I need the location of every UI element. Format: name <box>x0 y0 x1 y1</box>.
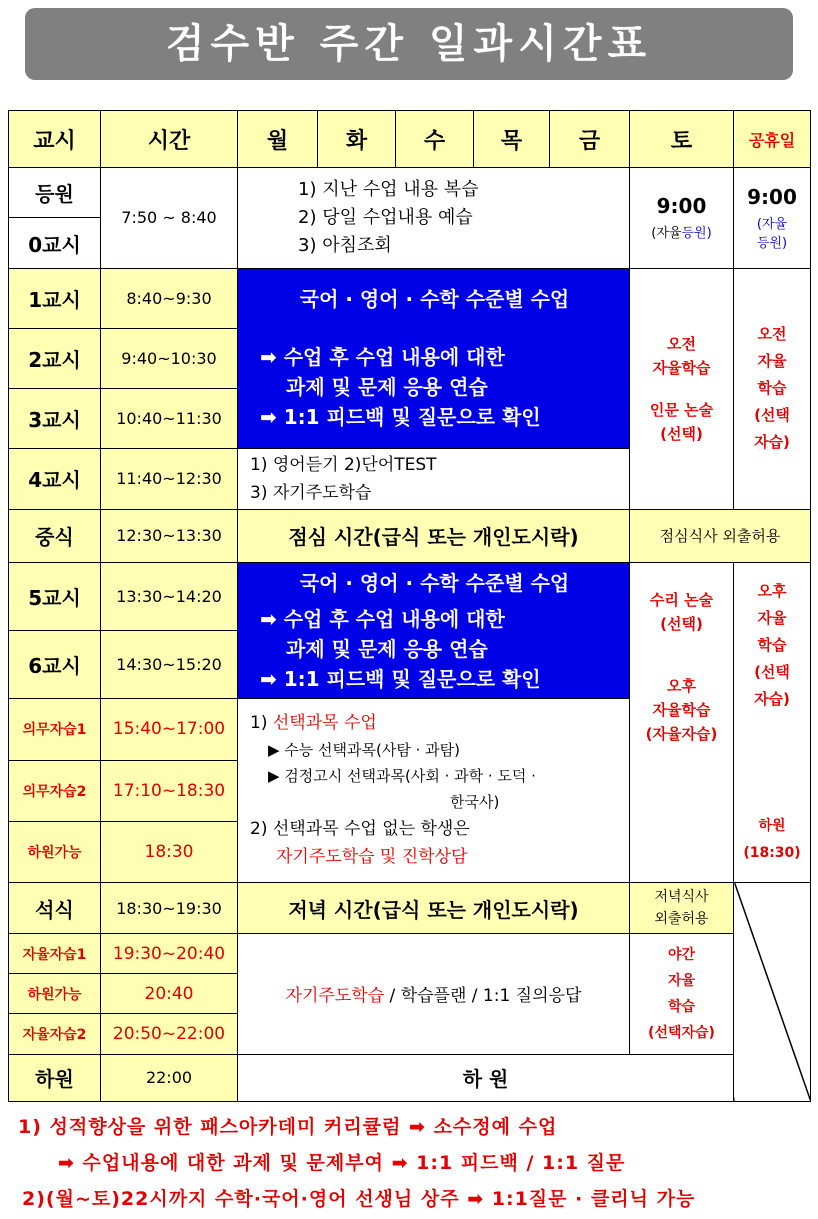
morning-sat <box>630 268 734 509</box>
morning-sat-line: 인문 논술 <box>649 400 714 419</box>
night-sat-line: (선택자습) <box>648 1024 715 1041</box>
timetable <box>8 110 811 1102</box>
page-title: 검수반 주간 일과시간표 <box>25 8 793 80</box>
time-3: 10:40~11:30 <box>101 389 238 449</box>
period-5: 5교시 <box>9 562 101 630</box>
dinner-sat <box>630 882 734 933</box>
afternoon-hol-line: 자율 <box>757 608 787 627</box>
header-wed: 수 <box>396 111 474 168</box>
footer-text: 1:1질문 · 클리닉 가능 <box>491 1188 696 1210</box>
elective-title: 선택과목 수업 <box>272 713 377 734</box>
footer-text: 2)(월~토)22시까지 수학·국어·영어 선생님 상주 <box>22 1188 460 1210</box>
period-6: 6교시 <box>9 631 101 699</box>
arrow-icon: ➡ <box>260 344 277 369</box>
header-holiday: 공휴일 <box>734 111 811 168</box>
elective-item: ▶ 수능 선택과목(사탐 · 과탐) <box>268 741 460 760</box>
afternoon-sat-line: 오후 <box>667 677 696 696</box>
morning-block-line: 과제 및 문제 응용 연습 <box>286 374 488 399</box>
night-3-time: 20:50~22:00 <box>101 1014 238 1054</box>
footer-text: 1) 성적향상을 위한 패스아카데미 커리큘럼 <box>18 1116 402 1138</box>
arrow-icon: ➡ <box>58 1152 75 1174</box>
header-sat: 토 <box>630 111 734 168</box>
period-4-line: 3) 자기주도학습 <box>250 482 372 503</box>
dinner-label: 석식 <box>9 882 101 933</box>
holiday-empty-cell <box>734 882 811 1101</box>
header-tue: 화 <box>318 111 396 168</box>
night-sat <box>630 934 734 1054</box>
arrival-sat <box>630 168 734 268</box>
afternoon-hol-line: 학습 <box>757 635 787 654</box>
arrow-icon: ➡ <box>260 667 277 691</box>
afternoon-sat-line: (선택) <box>660 615 703 634</box>
arrow-icon: ➡ <box>467 1188 485 1210</box>
leave-time: 22:00 <box>101 1054 238 1101</box>
morning-block-line: 1:1 피드백 및 질문으로 확인 <box>283 404 541 429</box>
arrow-icon: ➡ <box>409 1116 426 1138</box>
arrow-icon: ➡ <box>391 1152 409 1174</box>
morning-sat-line: (선택) <box>660 424 703 443</box>
afternoon-block-line: 과제 및 문제 응용 연습 <box>286 637 488 661</box>
night-content-b: / 학습플랜 / 1:1 질의응답 <box>384 986 582 1007</box>
afternoon-block-line: 수업 후 수업 내용에 대한 <box>283 607 505 631</box>
leave-label: 하원 <box>9 1054 101 1101</box>
afternoon-block <box>238 562 630 699</box>
morning-hol-line: 자습) <box>754 433 790 452</box>
lunch-weekend: 점심식사 외출허용 <box>630 509 811 562</box>
morning-sat-line: 오전 <box>667 334 696 353</box>
arrival-sat-time: 9:00 <box>656 194 707 219</box>
morning-sat-line: 자율학습 <box>652 358 711 377</box>
footer-text: 수업내용에 대한 과제 및 문제부여 <box>82 1152 384 1174</box>
study-1-time: 15:40~17:00 <box>101 699 238 760</box>
lunch-time: 12:30~13:30 <box>101 509 238 562</box>
night-1-time: 19:30~20:40 <box>101 934 238 974</box>
footer-text: 소수정예 수업 <box>433 1116 558 1138</box>
period-4-content <box>238 449 630 509</box>
leave-possible-time: 18:30 <box>101 821 238 882</box>
arrival-holiday <box>734 168 811 268</box>
header-thu: 목 <box>474 111 550 168</box>
elective-num: 1) <box>250 713 268 734</box>
time-2: 9:40~10:30 <box>101 328 238 388</box>
night-content <box>238 934 630 1054</box>
lunch-content: 점심 시간(급식 또는 개인도시락) <box>238 509 630 562</box>
footer-line-3 <box>22 1184 818 1211</box>
arrival-hol-time: 9:00 <box>747 184 797 209</box>
elective-item: ▶ 검정고시 선택과목(사회 · 과학 · 도덕 · <box>268 767 536 786</box>
arrival-sat-note-b: 등원) <box>681 226 712 242</box>
afternoon-block-title: 국어 · 영어 · 수학 수준별 수업 <box>299 571 570 595</box>
night-content-a: 자기주도학습 <box>285 986 385 1007</box>
night-2-label: 하원가능 <box>9 974 101 1014</box>
dinner-sat-line: 저녁식사 <box>654 889 709 906</box>
night-sat-line: 학습 <box>667 998 696 1015</box>
footer-text: 1:1 피드백 / 1:1 질문 <box>416 1152 626 1174</box>
header-time: 시간 <box>101 111 238 168</box>
header-mon: 월 <box>238 111 318 168</box>
arrival-sat-note: (자율 <box>651 226 682 242</box>
header-fri: 금 <box>550 111 630 168</box>
arrow-icon: ➡ <box>260 404 277 429</box>
night-2-time: 20:40 <box>101 974 238 1014</box>
leave-possible-label: 하원가능 <box>9 821 101 882</box>
afternoon-hol-line: 자습) <box>754 689 790 708</box>
time-1: 8:40~9:30 <box>101 268 238 328</box>
arrow-icon: ➡ <box>260 607 277 631</box>
night-3-label: 자율자습2 <box>9 1014 101 1054</box>
elective-content <box>238 699 630 883</box>
study-2-label: 의무자습2 <box>9 760 101 821</box>
arrival-hol-note: (자율 <box>756 216 788 232</box>
period-1: 1교시 <box>9 268 101 328</box>
arrival-hol-note-b: 등원) <box>756 235 788 251</box>
period-4-line: 1) 영어듣기 2)단어TEST <box>250 454 437 475</box>
morning-hol-line: 오전 <box>757 325 787 344</box>
elective-line: 2) 선택과목 수업 없는 학생은 <box>250 819 470 840</box>
elective-item: 한국사) <box>450 793 500 812</box>
dinner-time: 18:30~19:30 <box>101 882 238 933</box>
night-sat-line: 야간 <box>667 946 696 963</box>
afternoon-holiday <box>734 562 811 882</box>
leave-content: 하 원 <box>238 1054 734 1101</box>
dinner-content: 저녁 시간(급식 또는 개인도시락) <box>238 882 630 933</box>
lunch-label: 중식 <box>9 509 101 562</box>
header-period: 교시 <box>9 111 101 168</box>
night-1-label: 자율자습1 <box>9 934 101 974</box>
elective-line: 자기주도학습 및 진학상담 <box>276 847 468 868</box>
afternoon-block-line: 1:1 피드백 및 질문으로 확인 <box>283 667 541 691</box>
afternoon-hol-line: (선택 <box>754 662 790 681</box>
afternoon-hol-line: (18:30) <box>743 844 801 861</box>
time-6: 14:30~15:20 <box>101 631 238 699</box>
morning-holiday <box>734 268 811 509</box>
arrival-item: 3) 아침조회 <box>298 234 392 256</box>
afternoon-hol-line: 하원 <box>758 817 786 834</box>
afternoon-sat-line: 수리 논술 <box>649 591 714 610</box>
time-5: 13:30~14:20 <box>101 562 238 630</box>
period-4: 4교시 <box>9 449 101 509</box>
arrival-time: 7:50 ~ 8:40 <box>101 168 238 268</box>
morning-block-title: 국어 · 영어 · 수학 수준별 수업 <box>299 286 570 311</box>
arrival-label: 등원 <box>9 168 101 218</box>
study-1-label: 의무자습1 <box>9 699 101 760</box>
footer-line-1 <box>18 1112 818 1139</box>
period-2: 2교시 <box>9 328 101 388</box>
period-0: 0교시 <box>9 218 101 268</box>
afternoon-hol-line: 오후 <box>757 581 787 600</box>
afternoon-sat <box>630 562 734 882</box>
night-sat-line: 자율 <box>667 972 696 989</box>
arrival-content <box>238 168 630 268</box>
arrival-item: 2) 당일 수업내용 예습 <box>298 206 473 228</box>
study-2-time: 17:10~18:30 <box>101 760 238 821</box>
morning-block-line: 수업 후 수업 내용에 대한 <box>283 344 505 369</box>
footer-line-2 <box>58 1148 818 1175</box>
time-4: 11:40~12:30 <box>101 449 238 509</box>
morning-hol-line: 학습 <box>757 379 787 398</box>
afternoon-sat-line: 자율학습 <box>652 701 711 720</box>
morning-hol-line: (선택 <box>754 406 790 425</box>
morning-block <box>238 268 630 449</box>
morning-hol-line: 자율 <box>757 352 787 371</box>
arrival-item: 1) 지난 수업 내용 복습 <box>298 178 479 200</box>
period-3: 3교시 <box>9 389 101 449</box>
afternoon-sat-line: (자율자습) <box>645 725 718 744</box>
dinner-sat-line: 외출허용 <box>654 911 709 928</box>
